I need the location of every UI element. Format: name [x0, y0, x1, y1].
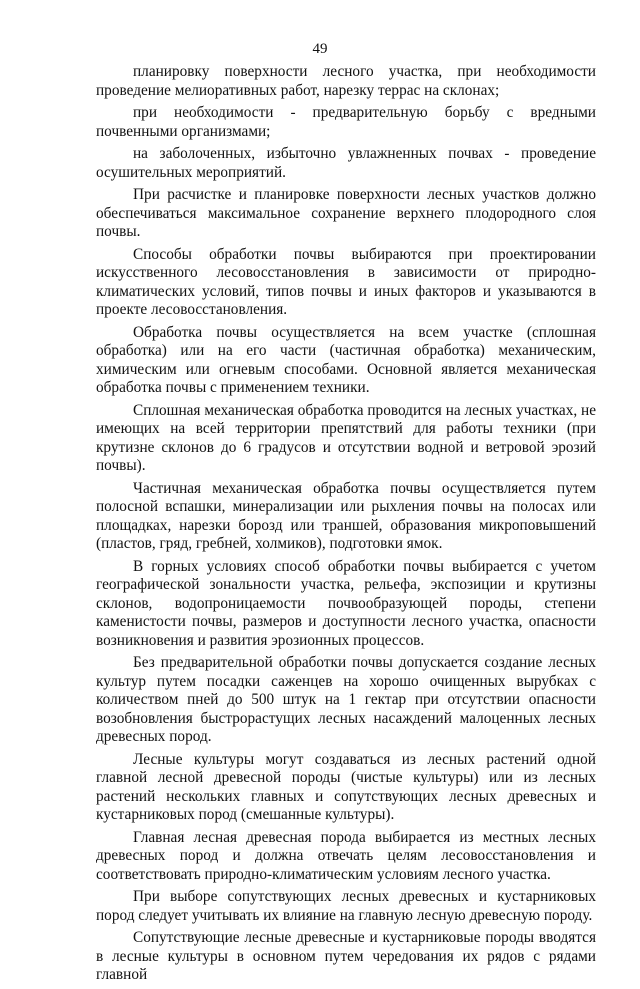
paragraph: Лесные культуры могут создаваться из лесных растений одной главной лесной древесной породы (чистые культуры) или из лесных растений нескольких главных и сопутствующих лесных древесных и кустарниковых пород (смешанные культуры). — [96, 750, 596, 823]
paragraph: Сопутствующие лесные древесные и кустарниковые породы вводятся в лесные культуры в основном путем чередования их рядов с рядами главной — [96, 929, 596, 983]
paragraph: Обработка почвы осуществляется на всем участке (сплошная обработка) или на его части (частичная обработка) механическим, химическим или огневым способами. Основной является механическая обработка почвы с применением техники. — [96, 323, 596, 396]
paragraph: Частичная механическая обработка почвы осуществляется путем полосной вспашки, минерализации или рыхления почвы на полосах или площадках, нарезки борозд или траншей, образования микроповышений (пластов, гряд, гребней, холмиков), подготовки ямок. — [96, 479, 596, 552]
paragraph: планировку поверхности лесного участка, при необходимости проведение мелиоративных работ, нарезку террас на склонах; — [96, 63, 596, 99]
document-body — [96, 63, 596, 989]
paragraph: При выборе сопутствующих лесных древесных и кустарниковых пород следует учитывать их влияние на главную лесную древесную породу. — [96, 888, 596, 924]
paragraph: при необходимости - предварительную борьбу с вредными почвенными организмами; — [96, 104, 596, 140]
paragraph: Главная лесная древесная порода выбирается из местных лесных древесных пород и должна отвечать целям лесовосстановления и соответствовать природно-климатическим условиям лесного участка. — [96, 828, 596, 883]
paragraph: Без предварительной обработки почвы допускается создание лесных культур путем посадки саженцев на хорошо очищенных вырубках с количеством пней до 500 штук на 1 гектар при отсутствии опасности возобновления быстрорастущих лесных насаждений малоценных лесных древесных пород. — [96, 654, 596, 745]
paragraph: Способы обработки почвы выбираются при проектировании искусственного лесовосстановления в зависимости от природно-климатических условий, типов почвы и иных факторов и указываются в проекте лесовосстановления. — [96, 245, 596, 318]
paragraph: В горных условиях способ обработки почвы выбирается с учетом географической зональности участка, рельефа, экспозиции и крутизны склонов, водопроницаемости почвообразующей породы, степени каменистости почвы, размеров и доступности лесного участка, опасности возникновения и развития эрозионных процессов. — [96, 557, 596, 649]
page-number: 49 — [312, 41, 328, 57]
paragraph: При расчистке и планировке поверхности лесных участков должно обеспечиваться максимальное сохранение верхнего плодородного слоя почвы. — [96, 186, 596, 240]
paragraph: на заболоченных, избыточно увлажненных почвах - проведение осушительных мероприятий. — [96, 145, 596, 181]
paragraph: Сплошная механическая обработка проводится на лесных участках, не имеющих на всей территории препятствий для работы техники (при крутизне склонов до 6 градусов и отсутствии водной и ветровой эрозий почвы). — [96, 401, 596, 474]
